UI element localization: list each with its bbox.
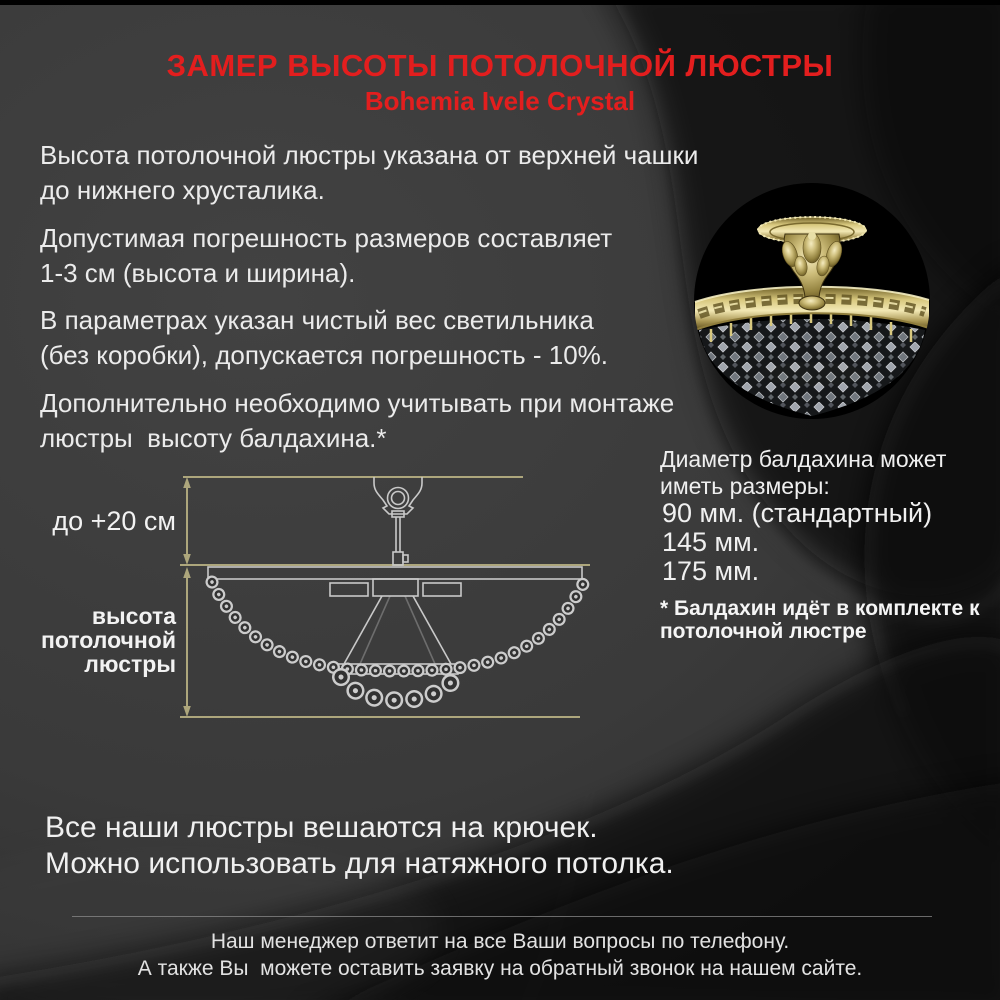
top-edge-strip xyxy=(0,0,1000,5)
paragraph-line: Высота потолочной люстры указана от верхней чашки xyxy=(40,140,699,170)
hook-info xyxy=(45,810,805,882)
canopy-size-option: 145 мм. xyxy=(662,527,760,557)
canopy-diameter-heading xyxy=(660,446,980,500)
heading-line: Диаметр балдахина может xyxy=(660,446,947,472)
canopy-note xyxy=(660,597,990,643)
footer-divider xyxy=(72,916,932,917)
height-dimension-label xyxy=(20,604,176,676)
label-line: высота xyxy=(91,603,176,629)
paragraph-line: Допустимая погрешность размеров составляет xyxy=(40,223,613,253)
intro-paragraph-4 xyxy=(40,386,740,456)
hook-line: Можно использовать для натяжного потолка. xyxy=(45,847,674,880)
label-line: люстры xyxy=(84,651,176,677)
label-line: потолочной xyxy=(40,627,176,653)
paragraph-line: 1-3 см (высота и ширина). xyxy=(40,258,356,288)
paragraph-line: люстры высоту балдахина.* xyxy=(40,423,387,453)
canopy-size-option: 90 мм. (стандартный) xyxy=(662,498,933,528)
gap-dimension-label: до +20 см xyxy=(52,506,176,536)
intro-paragraph-2 xyxy=(40,221,740,291)
note-line: потолочной люстре xyxy=(660,620,867,643)
intro-paragraph-3 xyxy=(40,303,740,373)
note-line: * Балдахин идёт в комплекте к xyxy=(660,597,980,620)
hook-line: Все наши люстры вешаются на крючек. xyxy=(45,811,598,844)
page-title: ЗАМЕР ВЫСОТЫ ПОТОЛОЧНОЙ ЛЮСТРЫ xyxy=(166,48,834,83)
footer-note xyxy=(0,928,1000,982)
page-subtitle: Bohemia Ivele Crystal xyxy=(364,86,636,116)
paragraph-line: до нижнего хрусталика. xyxy=(40,175,325,205)
paragraph-line: Дополнительно необходимо учитывать при монтаже xyxy=(40,388,675,418)
heading-line: иметь размеры: xyxy=(660,473,830,499)
canopy-size-list xyxy=(662,499,982,586)
canopy-size-option: 175 мм. xyxy=(662,556,760,586)
footer-line-text: Наш менеджер ответит на все Ваши вопросы по телефону. xyxy=(210,930,790,953)
intro-paragraph-1 xyxy=(40,138,740,208)
chandelier-photo xyxy=(693,182,931,420)
paragraph-line: В параметрах указан чистый вес светильника xyxy=(40,305,594,335)
footer-line-text: А также Вы можете оставить заявку на обратный звонок на нашем сайте. xyxy=(137,957,863,980)
paragraph-line: (без коробки), допускается погрешность - 10%. xyxy=(40,340,609,370)
